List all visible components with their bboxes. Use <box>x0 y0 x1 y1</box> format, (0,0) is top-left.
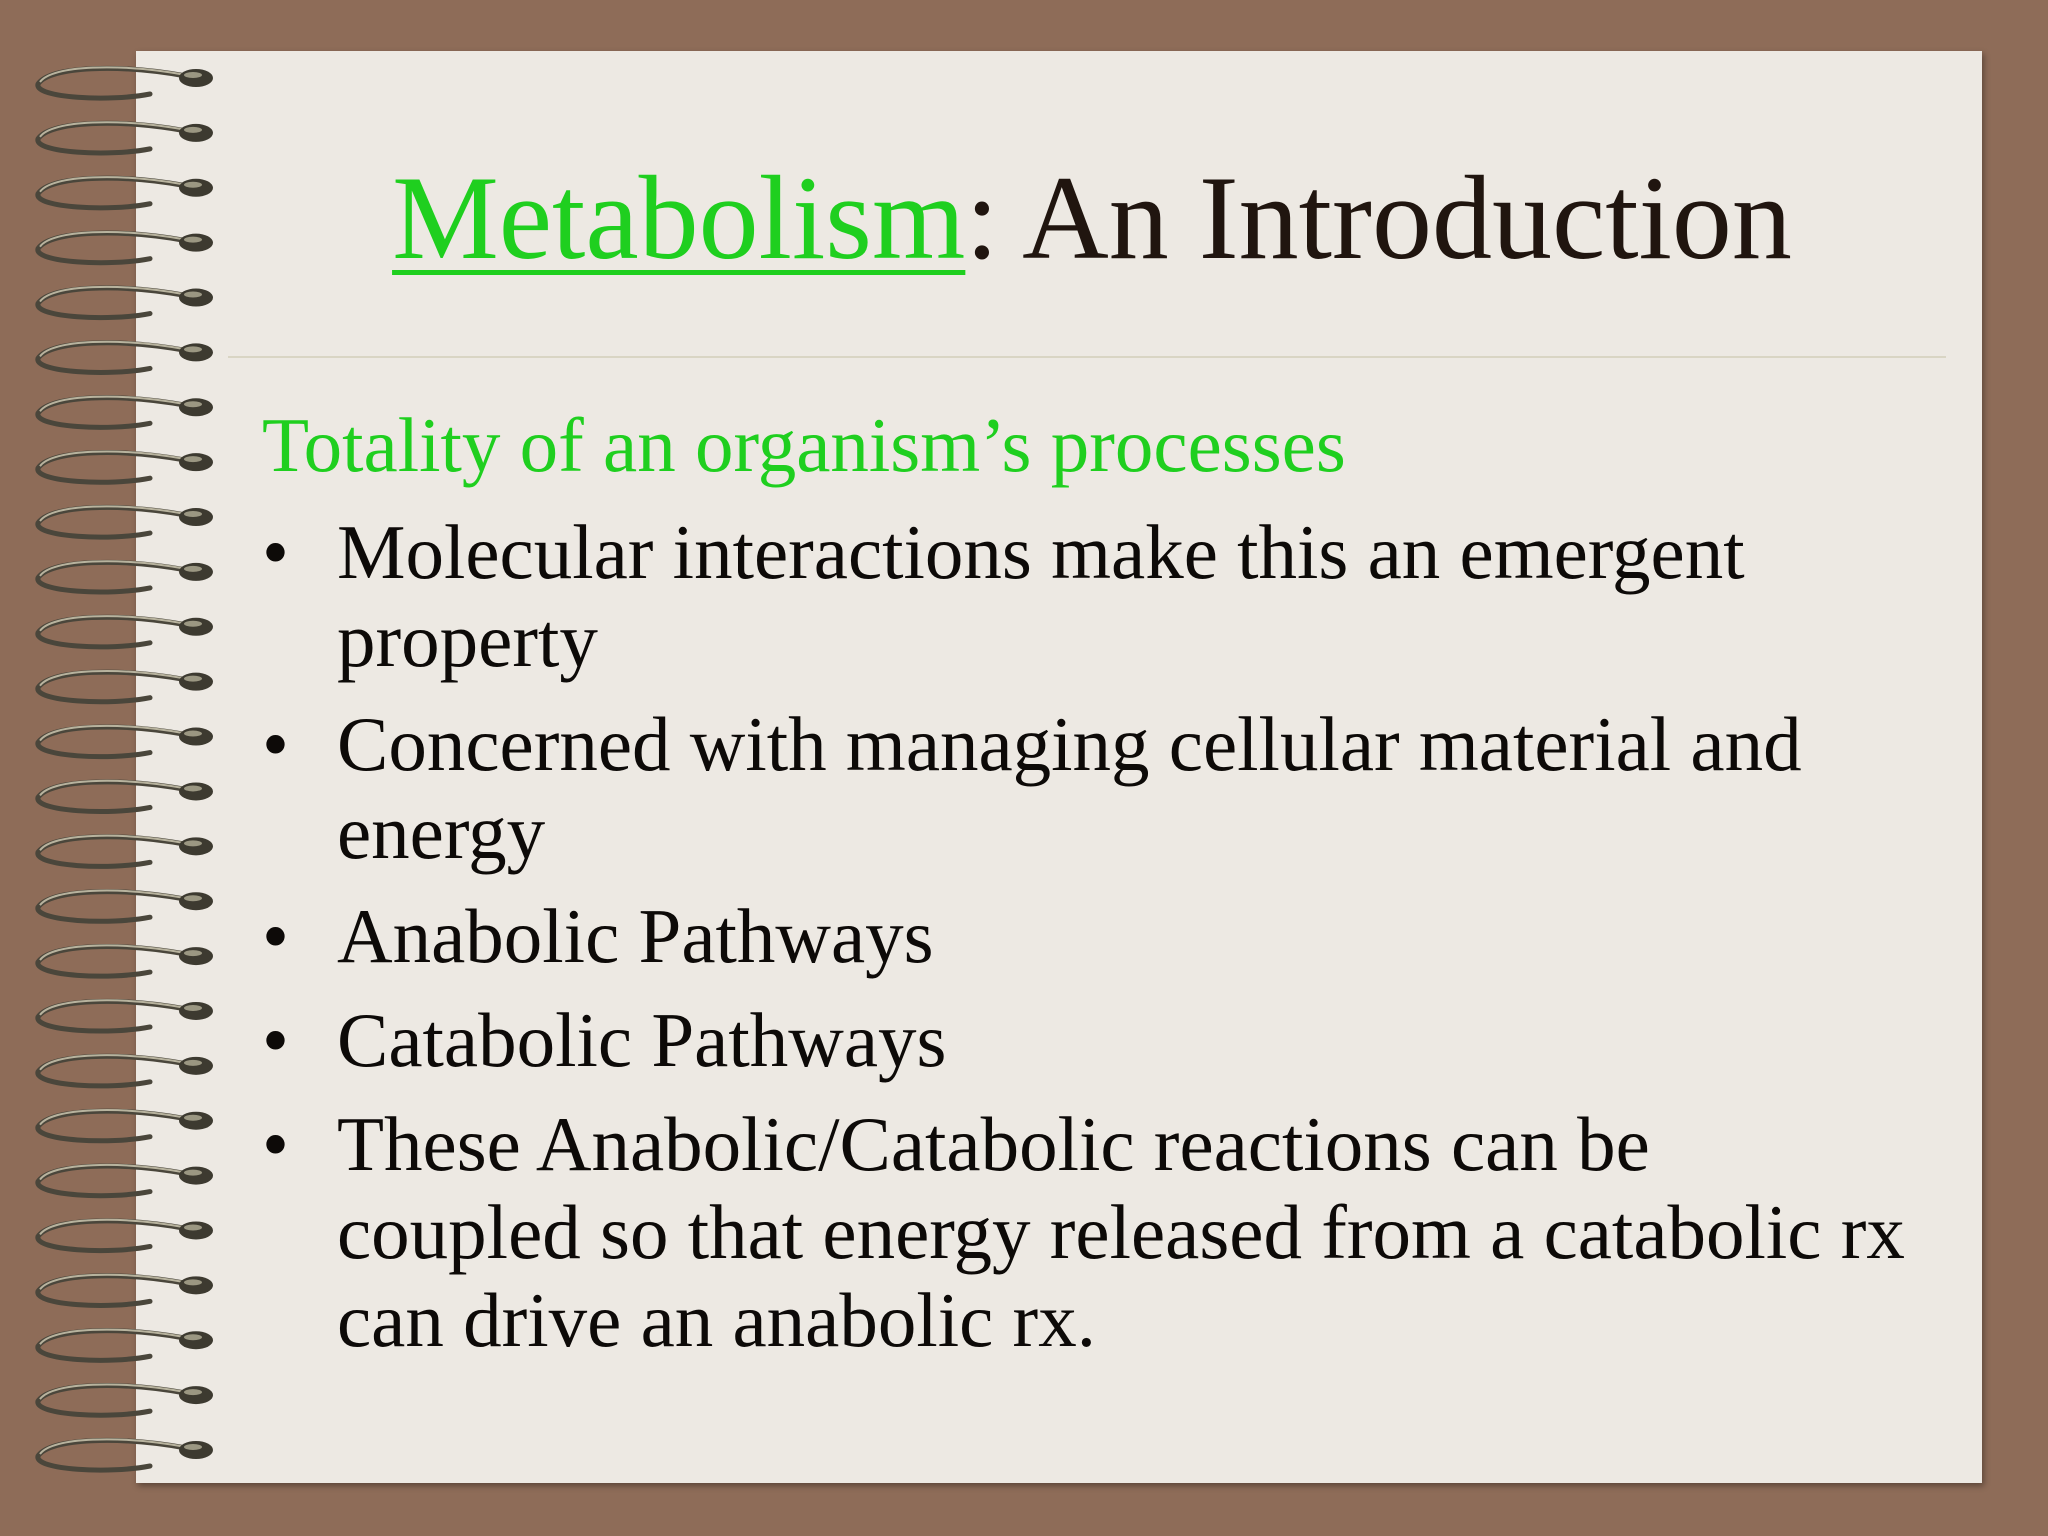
bullet-text: Catabolic Pathways <box>337 997 947 1083</box>
spiral-ring <box>38 1330 213 1361</box>
bullet-icon: • <box>262 509 289 595</box>
spiral-ring <box>38 891 213 922</box>
spiral-ring <box>38 1384 213 1415</box>
title-rest: : An Introduction <box>965 151 1792 284</box>
spiral-ring <box>38 506 213 537</box>
slide-subtitle: Totality of an organism’s processes <box>262 402 1346 488</box>
bullet-text: Anabolic Pathways <box>337 893 934 979</box>
bullet-text: These Anabolic/Catabolic reactions can be coupled so that energy released from a catabolic rx can drive an anabolic rx. <box>337 1101 1905 1363</box>
title-divider <box>228 356 1946 358</box>
bullet-item <box>262 700 1912 876</box>
bullet-icon: • <box>262 701 289 787</box>
spiral-ring <box>38 452 213 483</box>
spiral-ring <box>38 781 213 812</box>
bullet-text: Molecular interactions make this an emergent property <box>337 509 1745 683</box>
bullet-item <box>262 892 1912 980</box>
spiral-ring <box>38 836 213 867</box>
bullet-icon: • <box>262 1101 289 1187</box>
spiral-ring <box>38 67 213 98</box>
title-keyword: Metabolism <box>392 151 966 284</box>
spiral-ring <box>38 1275 213 1306</box>
spiral-ring <box>38 1220 213 1251</box>
spiral-ring <box>38 616 213 647</box>
bullet-text: Concerned with managing cellular material and energy <box>337 701 1802 875</box>
spiral-ring <box>38 945 213 976</box>
bullet-item <box>262 996 1912 1084</box>
bullet-icon: • <box>262 893 289 979</box>
spiral-ring <box>38 726 213 757</box>
spiral-ring <box>38 1439 213 1470</box>
spiral-ring <box>38 1055 213 1086</box>
spiral-ring <box>38 1000 213 1031</box>
bullet-list <box>262 508 1912 1380</box>
spiral-ring <box>38 397 213 428</box>
spiral-ring <box>38 342 213 373</box>
spiral-ring <box>38 1110 213 1141</box>
bullet-icon: • <box>262 997 289 1083</box>
bullet-item <box>262 508 1912 684</box>
spiral-ring <box>38 1165 213 1196</box>
spiral-ring <box>38 287 213 318</box>
bullet-item <box>262 1100 1912 1364</box>
spiral-ring <box>38 671 213 702</box>
spiral-ring <box>38 561 213 592</box>
slide-title <box>0 148 2048 288</box>
